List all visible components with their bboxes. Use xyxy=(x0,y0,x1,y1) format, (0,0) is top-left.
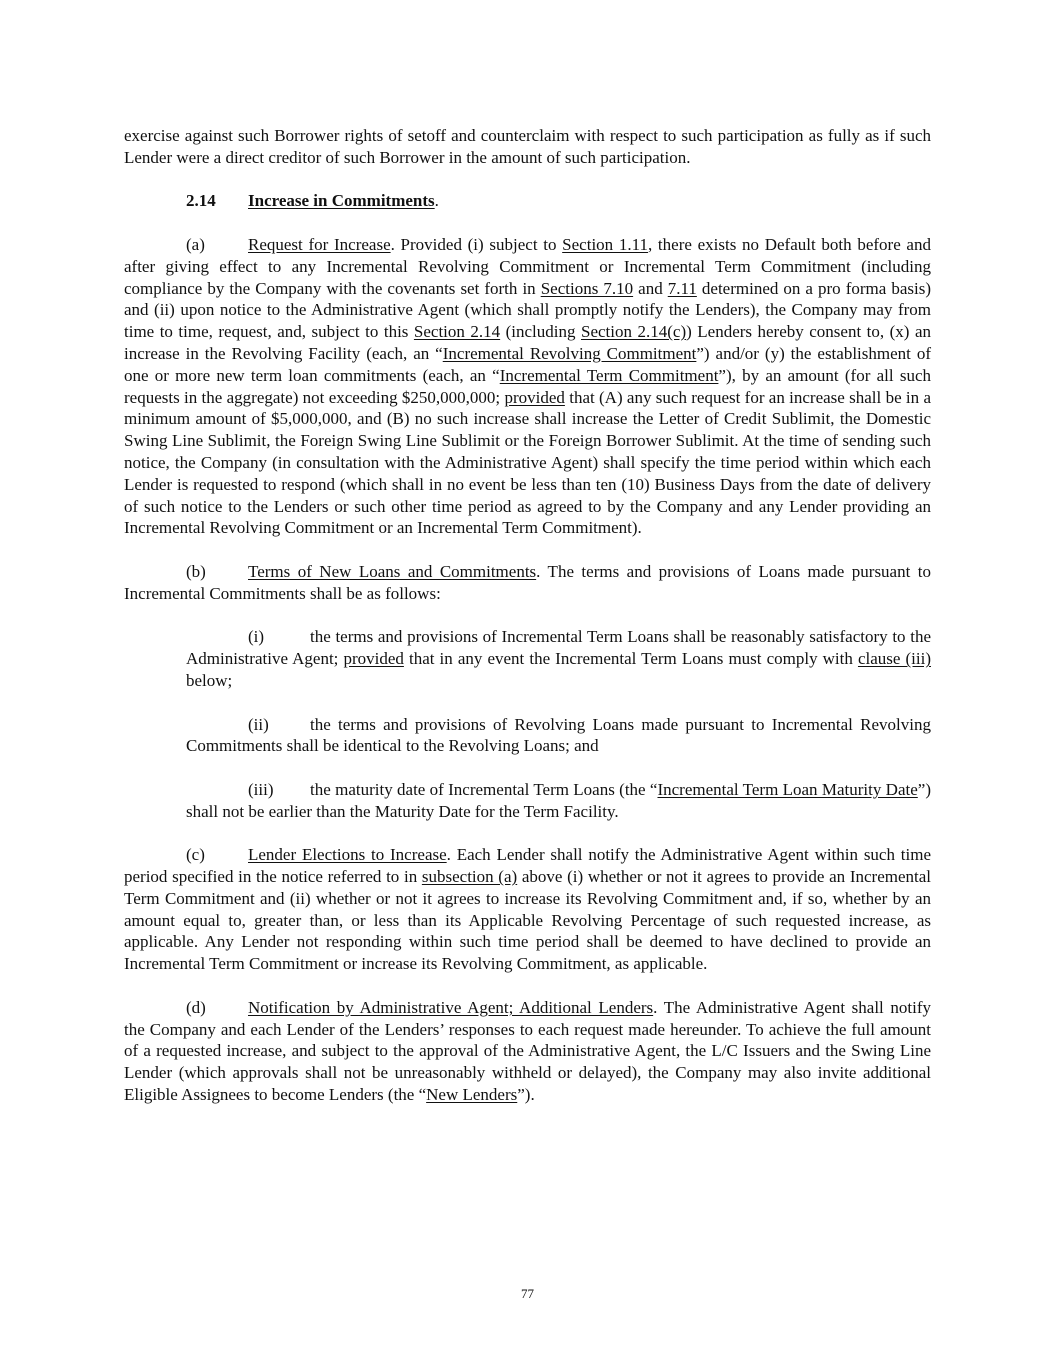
clause-b-iii: (iii) the maturity date of Incremental Term Loans (the “Incremental Term Loan Maturity Date”) shall not be earlier than the Maturity Date for the Term Facility. xyxy=(186,779,931,821)
intro-text: exercise against such Borrower rights of setoff and counterclaim with respect to such participation as fully as if such Lender were a direct creditor of such Borrower in the amount of such participation. xyxy=(124,126,931,167)
clause-b-ii: (ii) the terms and provisions of Revolving Loans made pursuant to Incremental Revolving Commitments shall be identical to the Revolving Loans; and xyxy=(186,714,931,756)
paragraph-a-label: (a) xyxy=(186,234,205,254)
defined-term: New Lenders xyxy=(426,1085,518,1105)
defined-term: Incremental Term Loan Maturity Date xyxy=(657,779,918,799)
paragraph-a-heading: Request for Increase xyxy=(248,234,391,254)
subsection-ref: subsection (a) xyxy=(421,867,518,887)
section-ref: Section 2.14 xyxy=(413,322,501,342)
clause-label: (i) xyxy=(248,627,265,647)
defined-term: Incremental Term Commitment xyxy=(499,365,719,385)
section-heading: 2.14 Increase in Commitments. xyxy=(186,191,439,211)
proviso-term: provided xyxy=(343,649,404,669)
paragraph-b-heading: Terms of New Loans and Commitments xyxy=(248,561,537,581)
document-page xyxy=(124,125,931,1128)
paragraph-c-heading: Lender Elections to Increase xyxy=(248,845,447,865)
paragraph-b-label: (b) xyxy=(186,561,206,581)
clause-label: (iii) xyxy=(248,779,274,799)
section-ref: 7.11 xyxy=(667,278,697,298)
intro-paragraph xyxy=(124,125,931,169)
section-ref: Section 1.11 xyxy=(562,234,648,254)
paragraph-d-label: (d) xyxy=(186,997,206,1017)
section-ref: Sections 7.10 xyxy=(540,278,634,298)
section-ref: Section 2.14(c) xyxy=(581,322,687,342)
paragraph-a: (a) Request for Increase. Provided (i) subject to Section 1.11, there exists no Default both before and after giving effect to any Incremental Revolving Commitment or Incremental Term Commitment (including compliance by the Company with the covenants set forth in Sections 7.10 and 7.11 determined on a pro forma basis) and (ii) upon notice to the Administrative Agent (which shall promptly notify the Lenders), the Company may from time to time, request, and, subject to this Section 2.14 (including Section 2.14(c)) Lenders hereby consent to, (x) an increase in the Revolving Facility (each, an “Incremental Revolving Commitment”) and/or (y) the establishment of one or more new term loan commitments (each, an “Incremental Term Commitment”), by an amount (for all such requests in the aggregate) not exceeding $250,000,000; provided that (A) any such request for an increase shall be in a minimum amount of $5,000,000, and (B) no such increase shall increase the Letter of Credit Sublimit, the Domestic Swing Line Sublimit, the Foreign Swing Line Sublimit or the Foreign Borrower Sublimit. At the time of sending such notice, the Company (in consultation with the Administrative Agent) shall specify the time period within which each Lender is requested to respond (which shall in no event be less than ten (10) Business Days from the date of delivery of such notice to the Lenders or such other time period as agreed to by the Company and any Lender providing an Incremental Revolving Commitment or an Incremental Term Commitment). xyxy=(124,234,932,538)
paragraph-d: (d) Notification by Administrative Agent; Additional Lenders. The Administrative Agent shall notify the Company and each Lender of the Lenders’ responses to each request made hereunder. To achieve the full amount of a requested increase, and subject to the approval of the Administrative Agent, the L/C Issuers and the Swing Line Lender (which approvals shall not be unreasonably withheld or delayed), the Company may also invite additional Eligible Assignees to become Lenders (the “New Lenders”). xyxy=(124,997,931,1105)
paragraph-d-heading: Notification by Administrative Agent; Additional Lenders xyxy=(248,997,654,1017)
paragraph-b: (b) Terms of New Loans and Commitments. The terms and provisions of Loans made pursuant to Incremental Commitments shall be as follows: xyxy=(124,561,931,603)
section-number: 2.14 xyxy=(186,191,216,211)
clause-label: (ii) xyxy=(248,714,269,734)
proviso-term: provided xyxy=(504,387,565,407)
paragraph-c: (c) Lender Elections to Increase. Each Lender shall notify the Administrative Agent within such time period specified in the notice referred to in subsection (a) above (i) whether or not it agrees to provide an Incremental Term Commitment and (ii) whether or not it agrees to increase its Revolving Commitment and, if so, whether by an amount equal to, greater than, or less than its Applicable Revolving Percentage of such requested increase, as applicable. Any Lender not responding within such time period shall be deemed to have declined to provide an Incremental Term Commitment or increase its Revolving Commitment, as applicable. xyxy=(124,845,932,974)
clause-ref: clause (iii) xyxy=(857,649,931,669)
clause-b-i: (i) the terms and provisions of Incremental Term Loans shall be reasonably satisfactory to the Administrative Agent; provided that in any event the Incremental Term Loans must comply with clause (iii) below; xyxy=(186,627,931,690)
defined-term: Incremental Revolving Commitment xyxy=(442,343,697,363)
section-title: Increase in Commitments xyxy=(248,191,435,211)
page-number: 77 xyxy=(521,1286,534,1301)
paragraph-c-label: (c) xyxy=(186,845,205,865)
